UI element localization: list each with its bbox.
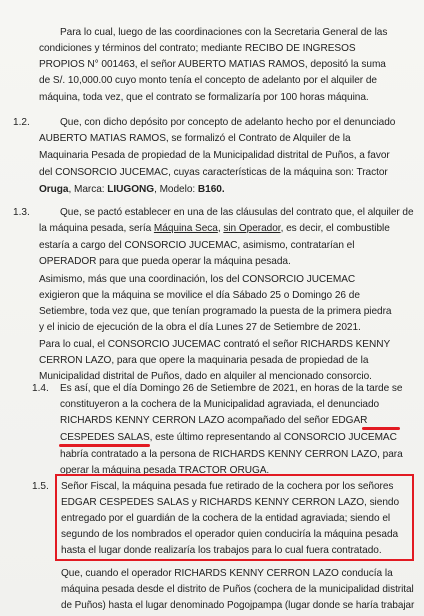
paragraph-line: Maquinaria Pesada de propiedad de la Municipalidad distrital de Puños, a favor <box>39 150 390 161</box>
paragraph-line: constituyeron a la cochera de la Municipalidad agraviada, el denunciado <box>60 399 380 410</box>
paragraph-line: operar la máquina pesada TRACTOR ORUGA. <box>60 465 270 476</box>
paragraph-line: Que, con dicho depósito por concepto de adelanto hecho por el denunciado <box>60 117 396 128</box>
underlined-term: Máquina Seca <box>153 223 218 234</box>
text-fragment: , Modelo: <box>154 184 198 195</box>
paragraph-line: AUBERTO MATIAS RAMOS, se formalizó el Contrato de Alquiler de la <box>39 133 351 144</box>
paragraph-line: Que, se pactó establecer en una de las cláusulas del contrato que, el alquiler de <box>60 207 414 218</box>
underlined-term: sin Operador <box>223 223 281 234</box>
paragraph-line: PROPIOS N° 001463, el señor AUBERTO MATIAS RAMOS, depositó la suma <box>39 59 386 70</box>
section-number: 1.3. <box>13 207 30 218</box>
paragraph-line: Setiembre, toda vez que, que tenían programado la puesta de la primera piedra <box>39 306 392 317</box>
highlighted-name: EDGAR <box>331 415 368 426</box>
paragraph-line: de Puños) hasta el lugar denominado Pogojpampa (lugar donde se haría trabajar <box>61 600 415 611</box>
section-number: 1.4. <box>32 383 49 394</box>
paragraph-line <box>39 183 225 197</box>
red-underline-mark <box>59 444 150 447</box>
text-fragment: , es decir, el combustible <box>280 223 390 234</box>
paragraph-line <box>39 222 390 236</box>
text-fragment: la máquina pesada, sería <box>39 223 154 234</box>
paragraph-line: hasta el lugar donde realizaría los trabajos para lo cual fuera contratado. <box>61 545 382 556</box>
paragraph-line: del CONSORCIO JUCEMAC, cuyas características de la máquina son: Tractor <box>39 167 388 178</box>
text-fragment: , Marca: <box>68 184 108 195</box>
machine-brand: LIUGONG <box>107 184 155 195</box>
paragraph-line: condiciones y términos del contrato; mediante RECIBO DE INGRESOS <box>39 43 356 54</box>
paragraph-line: entregado por el guardián de la cochera de la entidad agraviada; siendo el <box>61 513 391 524</box>
paragraph-line: Que, cuando el operador RICHARDS KENNY CERRON LAZO conducía la <box>61 568 393 579</box>
paragraph-line: habría contratado a la persona de RICHARDS KENNY CERRON LAZO, para <box>60 449 403 460</box>
section-number: 1.2. <box>13 117 30 128</box>
paragraph-line: Para lo cual, luego de las coordinaciones con la Secretaria General de las <box>60 27 388 38</box>
paragraph-line: de S/. 10,000.00 cuyo monto tenía el concepto de adelanto por el alquiler de <box>39 75 377 86</box>
paragraph-line: Asimismo, más que una coordinación, los del CONSORCIO JUCEMAC <box>39 274 356 285</box>
section-number: 1.5. <box>32 481 49 492</box>
paragraph-line: estaría a cargo del CONSORCIO JUCEMAC, asimismo, contratarían el <box>39 240 355 251</box>
paragraph-line <box>60 414 367 428</box>
paragraph-line: EDGAR CESPEDES SALAS y RICHARDS KENNY CERRON LAZO, siendo <box>61 497 400 508</box>
paragraph-line: OPERADOR para que pueda operar la máquina pesada. <box>39 256 291 267</box>
paragraph-line: Es así, que el día Domingo 26 de Setiembre de 2021, en horas de la tarde se <box>60 383 403 394</box>
text-fragment: , <box>217 223 224 234</box>
machine-model: B160. <box>197 184 225 195</box>
red-underline-mark <box>362 427 400 430</box>
paragraph-line: exigieron que la máquina se movilice el día Sábado 25 o Domingo 26 de <box>39 290 360 301</box>
paragraph-line <box>60 431 397 445</box>
machine-type: Oruga <box>39 184 69 195</box>
paragraph-line: y el inicio de ejecución de la obra el día Lunes 27 de Setiembre de 2021. <box>39 322 361 333</box>
paragraph-line: máquina pesada desde el distrito de Puños (cochera de la municipalidad distrital <box>61 584 414 595</box>
highlighted-name: CESPEDES SALAS <box>60 432 150 443</box>
paragraph-line: Señor Fiscal, la máquina pesada fue retirado de la cochera por los señores <box>61 481 394 492</box>
text-fragment: RICHARDS KENNY CERRON LAZO acompañado del señor <box>60 415 332 426</box>
paragraph-line: máquina, toda vez, que el contrato se formalizaría por 100 horas máquina. <box>39 92 369 103</box>
paragraph-line: Municipalidad distrital de Puños, dado en alquiler al mencionado consorcio. <box>39 371 372 382</box>
text-fragment: , este último representando al CONSORCIO JUCEMAC <box>149 432 397 443</box>
paragraph-line: segundo de los nombrados el operador quien conduciría la máquina pesada <box>61 529 399 540</box>
paragraph-line: Para lo cual, el CONSORCIO JUCEMAC contrató el señor RICHARDS KENNY <box>39 339 391 350</box>
paragraph-line: CERRON LAZO, para que opere la maquinaria pesada de propiedad de la <box>39 355 369 366</box>
